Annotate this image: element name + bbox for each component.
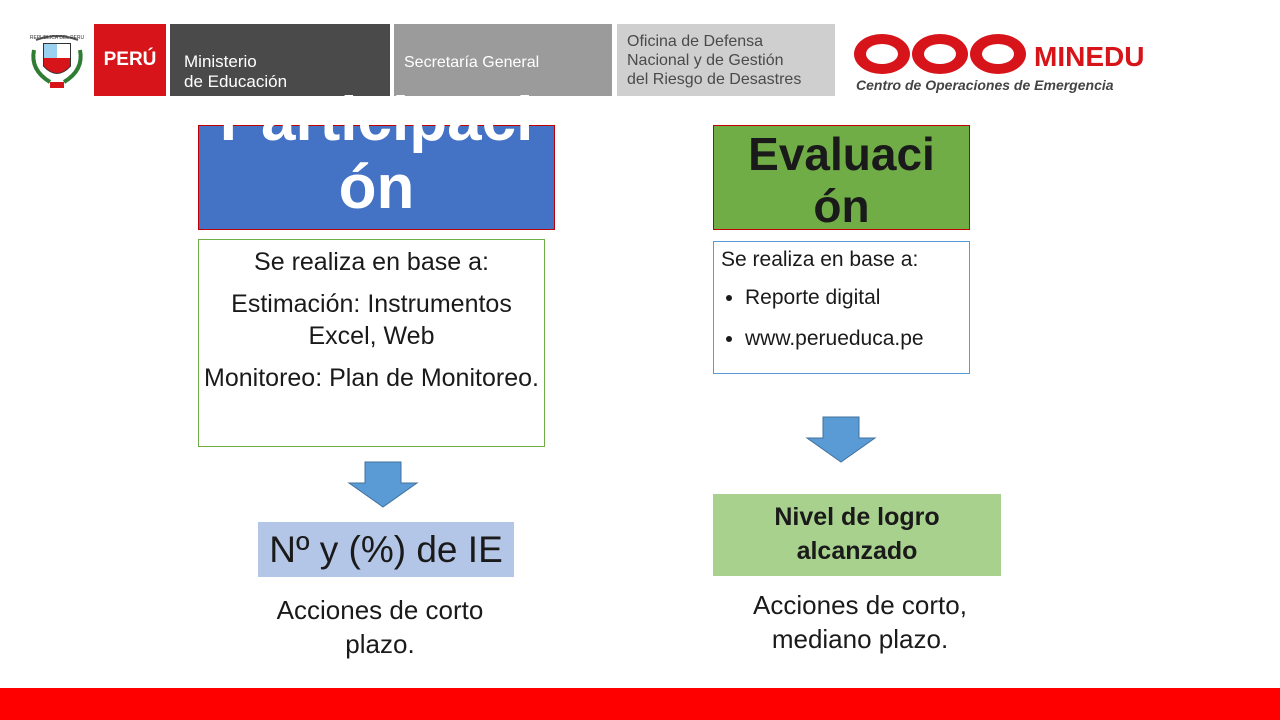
evaluacion-title-line-2: ón <box>813 180 870 232</box>
ministerio-line-1: Ministerio <box>184 52 257 71</box>
footer-bar <box>0 688 1280 720</box>
nivel-logro-label: Nivel de logro alcanzado <box>774 503 940 565</box>
participacion-item-estimacion: Estimación: Instrumentos Excel, Web <box>231 290 512 350</box>
peru-label: PERÚ <box>103 49 157 70</box>
participacion-intro: Se realiza en base a: <box>254 248 489 276</box>
coe-subtitle: Centro de Operaciones de Emergencia <box>856 77 1114 93</box>
oficina-brand <box>617 24 835 96</box>
oficina-line-2: Nacional y de Gestión <box>627 52 784 69</box>
evaluacion-bullet-list <box>721 286 969 351</box>
down-arrow-right-icon <box>805 416 877 464</box>
nivel-logro-badge <box>713 494 1001 576</box>
evaluacion-title-box <box>713 125 970 230</box>
header-logos <box>0 0 1280 110</box>
ministerio-line-2: de Educación <box>184 72 288 91</box>
oficina-line-1: Oficina de Defensa <box>627 33 764 50</box>
ie-count-label: Nº y (%) de IE <box>269 529 503 570</box>
down-arrow-left-icon <box>347 461 419 509</box>
evaluacion-detail-box <box>713 241 970 374</box>
evaluacion-bullet-reporte: • Reporte digital <box>745 286 969 310</box>
acciones-mediano-note: Acciones de corto, mediano plazo. <box>753 590 967 654</box>
crest-lettering: REPUBLICA DEL PERU <box>29 35 85 41</box>
coe-minedu-text: MINEDU <box>1034 41 1145 72</box>
evaluacion-intro: Se realiza en base a: <box>721 248 919 271</box>
participacion-title-line-2: ón <box>338 153 415 222</box>
oficina-line-3: del Riesgo de Desastres <box>627 71 802 88</box>
participacion-item-monitoreo: Monitoreo: Plan de Monitoreo. <box>204 364 539 392</box>
acciones-corto-note: Acciones de corto plazo. <box>276 595 484 659</box>
coe-minedu-logo <box>852 30 1192 100</box>
participacion-title-text <box>199 86 554 222</box>
participacion-title-line-1: Participaci <box>219 85 534 154</box>
participacion-title-box <box>198 85 555 230</box>
evaluacion-title-line-1: Evaluaci <box>748 128 935 180</box>
evaluacion-bullet-perueduca: • www.perueduca.pe <box>745 327 969 351</box>
peru-coat-of-arms-icon <box>28 30 86 92</box>
ie-count-badge <box>258 522 514 577</box>
participacion-detail-box <box>198 239 545 447</box>
peru-brand <box>94 24 166 96</box>
secretaria-label: Secretaría General <box>404 54 540 71</box>
